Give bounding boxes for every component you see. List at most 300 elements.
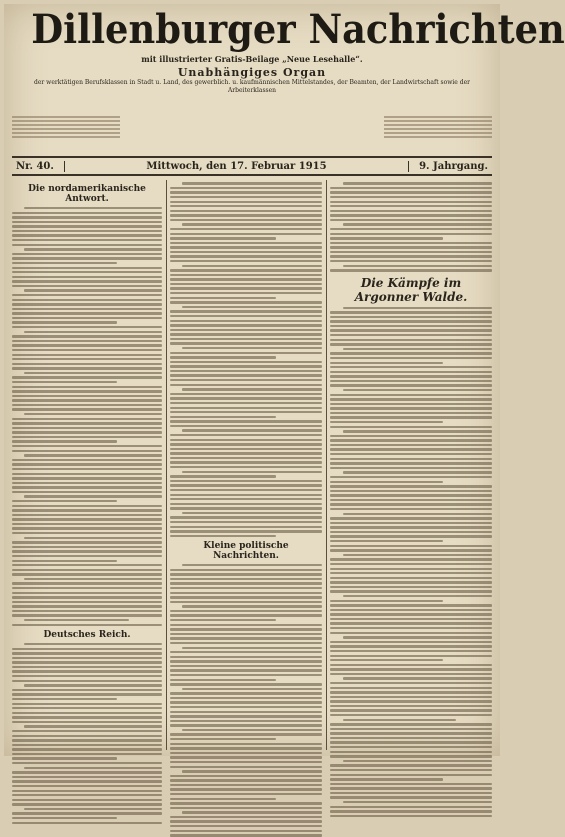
text-line [170,793,322,795]
text-line [12,569,162,571]
text-line [170,333,322,335]
text-line [330,421,443,423]
text-line [12,303,162,305]
text-line [12,648,162,650]
text-line [170,379,322,381]
newspaper-title: Dillenburger Nachrichten [31,6,565,53]
text-line [330,645,492,647]
text-line [330,810,492,812]
text-line [330,316,492,318]
text-line [170,320,322,322]
left-info-box [12,114,120,148]
text-line [170,196,322,198]
text-line [170,210,322,212]
text-line [330,444,492,446]
text-line [330,439,492,441]
text-line [170,569,322,571]
text-line [182,388,322,390]
text-line [24,643,162,645]
text-line [170,802,322,804]
text-line [170,619,276,621]
article-body [170,182,322,537]
text-line [12,321,117,323]
text-line [24,454,162,456]
text-line [12,550,162,552]
text-line [170,578,322,580]
text-line [330,462,492,464]
text-line [330,499,492,501]
text-line [12,482,162,484]
text-line [12,418,162,420]
text-line [170,733,322,735]
text-line [170,761,322,763]
text-line [12,234,162,236]
text-line [170,374,322,376]
text-line [170,466,322,468]
text-line [12,390,162,392]
text-line [330,737,492,739]
text-line [330,458,492,460]
text-line [12,216,162,218]
text-line [170,425,322,427]
text-line [12,509,162,511]
text-line [170,407,322,409]
text-line [170,361,322,363]
text-line [12,748,162,750]
text-line [12,473,162,475]
text-line [330,403,492,405]
text-line [170,503,322,505]
text-line [12,812,162,814]
text-line [12,680,162,682]
text-line [12,253,162,255]
text-line [12,560,117,562]
text-line [330,481,443,483]
text-line [330,531,492,533]
text-line [12,707,162,709]
text-line [182,347,322,349]
text-line [12,601,162,603]
text-line [343,265,492,267]
text-line [170,788,322,790]
text-line [330,755,492,757]
text-line [170,489,322,491]
text-line [170,448,322,450]
text-line [170,807,322,809]
text-line [12,267,162,269]
text-line [170,715,322,717]
text-line [170,338,322,340]
text-line [12,440,117,442]
text-line [12,294,162,296]
text-line [330,435,492,437]
text-line [330,485,492,487]
text-line [170,830,322,832]
text-line [170,260,322,262]
text-line [330,723,492,725]
text-line [330,476,492,478]
article-body [12,643,162,824]
article-heading: Die nordamerikanische Antwort. [28,184,146,204]
text-line [170,724,322,726]
text-line [330,632,492,634]
text-line [12,514,162,516]
text-line [12,657,162,659]
text-line [12,693,162,695]
text-line [330,815,492,817]
text-line [170,356,276,358]
text-line [343,182,492,184]
text-line [330,709,492,711]
text-line [170,475,276,477]
text-line [330,214,492,216]
text-line [12,271,162,273]
masthead [12,6,565,94]
text-line [12,427,162,429]
text-line [12,422,162,424]
text-line [12,312,162,314]
text-line [330,242,492,244]
text-line [170,582,322,584]
text-line [330,696,492,698]
text-line [12,546,162,548]
text-line [330,522,492,524]
text-line [12,285,162,287]
text-line [170,269,322,271]
text-line [170,775,322,777]
text-line [12,395,162,397]
text-line [12,721,162,723]
text-line [170,255,322,257]
text-line [24,619,129,621]
text-line [12,780,162,782]
text-line [330,357,492,359]
text-line [24,372,162,374]
text-line [330,563,492,565]
text-line [12,518,162,520]
text-line [330,320,492,322]
text-line [12,776,162,778]
text-line [24,248,162,250]
text-line [170,283,322,285]
text-line [343,430,492,432]
text-line [330,549,492,551]
text-line [330,362,443,364]
text-line [170,384,322,386]
text-line [170,237,276,239]
text-line [170,251,322,253]
text-line [170,397,322,399]
text-line [330,568,492,570]
text-line [12,527,162,529]
text-line [170,798,276,800]
text-line [330,255,492,257]
text-line [330,673,492,675]
text-line [330,375,492,377]
text-line [170,411,322,413]
text-line [170,310,322,312]
text-line [12,661,162,663]
text-line [330,201,492,203]
text-line [170,352,322,354]
text-line [12,803,162,805]
text-line [330,343,492,345]
text-line [330,490,492,492]
text-line [170,420,322,422]
text-line [12,771,162,773]
text-line [330,655,492,657]
text-line [182,729,322,731]
text-line [170,242,322,244]
text-line [170,461,322,463]
text-line [330,269,492,271]
text-line [12,212,162,214]
text-line [343,760,492,762]
text-line [182,471,322,473]
text-line [170,219,322,221]
text-line [12,605,162,607]
text-line [12,500,117,502]
text-line [343,513,492,515]
text-line [330,687,492,689]
text-line [330,581,492,583]
text-line [170,526,322,528]
text-line [330,558,492,560]
text-line [182,688,322,690]
text-line [182,564,322,566]
text-line [12,739,162,741]
text-line [12,596,162,598]
text-line [170,711,322,713]
text-line [12,344,162,346]
text-line [12,436,162,438]
text-line [12,399,162,401]
text-line [12,541,162,543]
text-line [12,757,117,759]
text-line [12,262,117,264]
text-line [170,592,322,594]
text-line [170,642,322,644]
column-3 [330,180,492,750]
text-line [12,376,162,378]
text-line [170,679,276,681]
text-line [330,659,443,661]
text-line [330,572,492,574]
text-line [12,785,162,787]
text-line [170,784,322,786]
text-line [182,306,322,308]
text-line [330,526,492,528]
text-line [12,468,162,470]
text-line [12,367,162,369]
text-line [170,820,322,822]
text-line [12,624,162,626]
text-line [330,517,492,519]
text-line [330,191,492,193]
text-line [12,730,162,732]
text-line [330,334,492,336]
text-line [24,207,162,209]
text-line [12,463,162,465]
text-line [12,477,162,479]
text-line [330,732,492,734]
text-line [170,494,322,496]
text-line [12,753,162,755]
text-line [170,498,322,500]
text-line [170,480,322,482]
text-line [170,274,322,276]
text-line [24,725,162,727]
text-line [170,439,322,441]
text-line [12,381,117,383]
text-line [330,774,492,776]
text-line [12,317,162,319]
text-line [170,457,322,459]
text-line [330,682,492,684]
text-line [170,416,276,418]
text-line [170,324,322,326]
text-line [170,201,322,203]
text-line [343,719,456,721]
text-line [330,586,492,588]
text-line [182,512,322,514]
text-line [330,251,492,253]
text-line [343,595,492,597]
text-line [170,297,276,299]
text-line [330,764,492,766]
right-info-box [384,114,492,148]
text-line [170,834,322,836]
text-line [12,340,162,342]
text-line [24,537,162,539]
text-line [12,817,117,819]
text-line [330,260,492,262]
text-line [170,329,322,331]
text-line [170,507,322,509]
text-line [182,770,322,772]
text-line [12,221,162,223]
text-line [12,614,162,616]
text-line [330,407,492,409]
text-line [170,287,322,289]
text-line [12,491,162,493]
text-line [170,246,322,248]
text-line [343,801,492,803]
text-line [12,582,162,584]
text-line [170,628,322,630]
text-line [24,413,162,415]
text-line [170,292,322,294]
text-line [12,794,162,796]
text-line [343,223,492,225]
text-line [170,233,322,235]
text-line [330,613,492,615]
text-line [330,325,492,327]
text-line [170,701,322,703]
text-line [330,741,492,743]
text-line [330,503,492,505]
text-line [12,822,162,824]
article-heading: Deutsches Reich. [43,630,131,640]
text-line [330,339,492,341]
text-line [330,792,492,794]
text-line [12,689,162,691]
text-line [170,393,322,395]
text-line [12,790,162,792]
text-line [330,600,443,602]
article-body [330,307,492,818]
text-line [330,237,443,239]
text-line [12,564,162,566]
text-line [330,751,492,753]
text-line [182,647,322,649]
text-line [330,705,492,707]
text-line [12,354,162,356]
text-line [330,577,492,579]
text-line [330,187,492,189]
text-line [24,578,162,580]
text-line [12,386,162,388]
article-body [12,207,162,626]
text-line [170,747,322,749]
article-heading: Kleine politische Nachrichten. [203,541,289,562]
text-line [24,684,162,686]
organ-line: Unabhängiges Organ [177,66,327,79]
text-line [12,450,162,452]
text-line [343,471,492,473]
text-line [12,587,162,589]
text-line [330,398,492,400]
text-line [12,652,162,654]
text-line [12,408,162,410]
text-line [330,796,492,798]
text-line [330,394,492,396]
text-line [170,816,322,818]
text-line [12,698,117,700]
text-line [12,299,162,301]
text-line [330,426,492,428]
text-line [170,651,322,653]
text-line [330,508,492,510]
text-line [12,335,162,337]
text-line [330,691,492,693]
volume: 9. Jahrgang. [408,161,488,172]
text-line [343,307,492,309]
text-line [330,540,443,542]
supplement-line: mit illustrierter Gratis-Beilage „Neue Lesehalle“. [141,54,363,64]
text-line [12,523,162,525]
issue-date: Mittwoch, den 17. Februar 1915 [146,160,327,172]
text-line [170,370,322,372]
text-line [170,596,322,598]
text-line [12,230,162,232]
text-line [12,363,162,365]
text-line [170,610,322,612]
text-line [330,535,492,537]
text-line [343,389,492,391]
text-line [170,228,322,230]
text-line [170,743,322,745]
text-line [330,467,492,469]
text-line [12,666,162,668]
text-line [330,210,492,212]
text-line [24,289,162,291]
text-line [330,806,492,808]
text-line [343,677,492,679]
text-line [330,787,492,789]
text-line [170,434,322,436]
text-line [170,365,322,367]
